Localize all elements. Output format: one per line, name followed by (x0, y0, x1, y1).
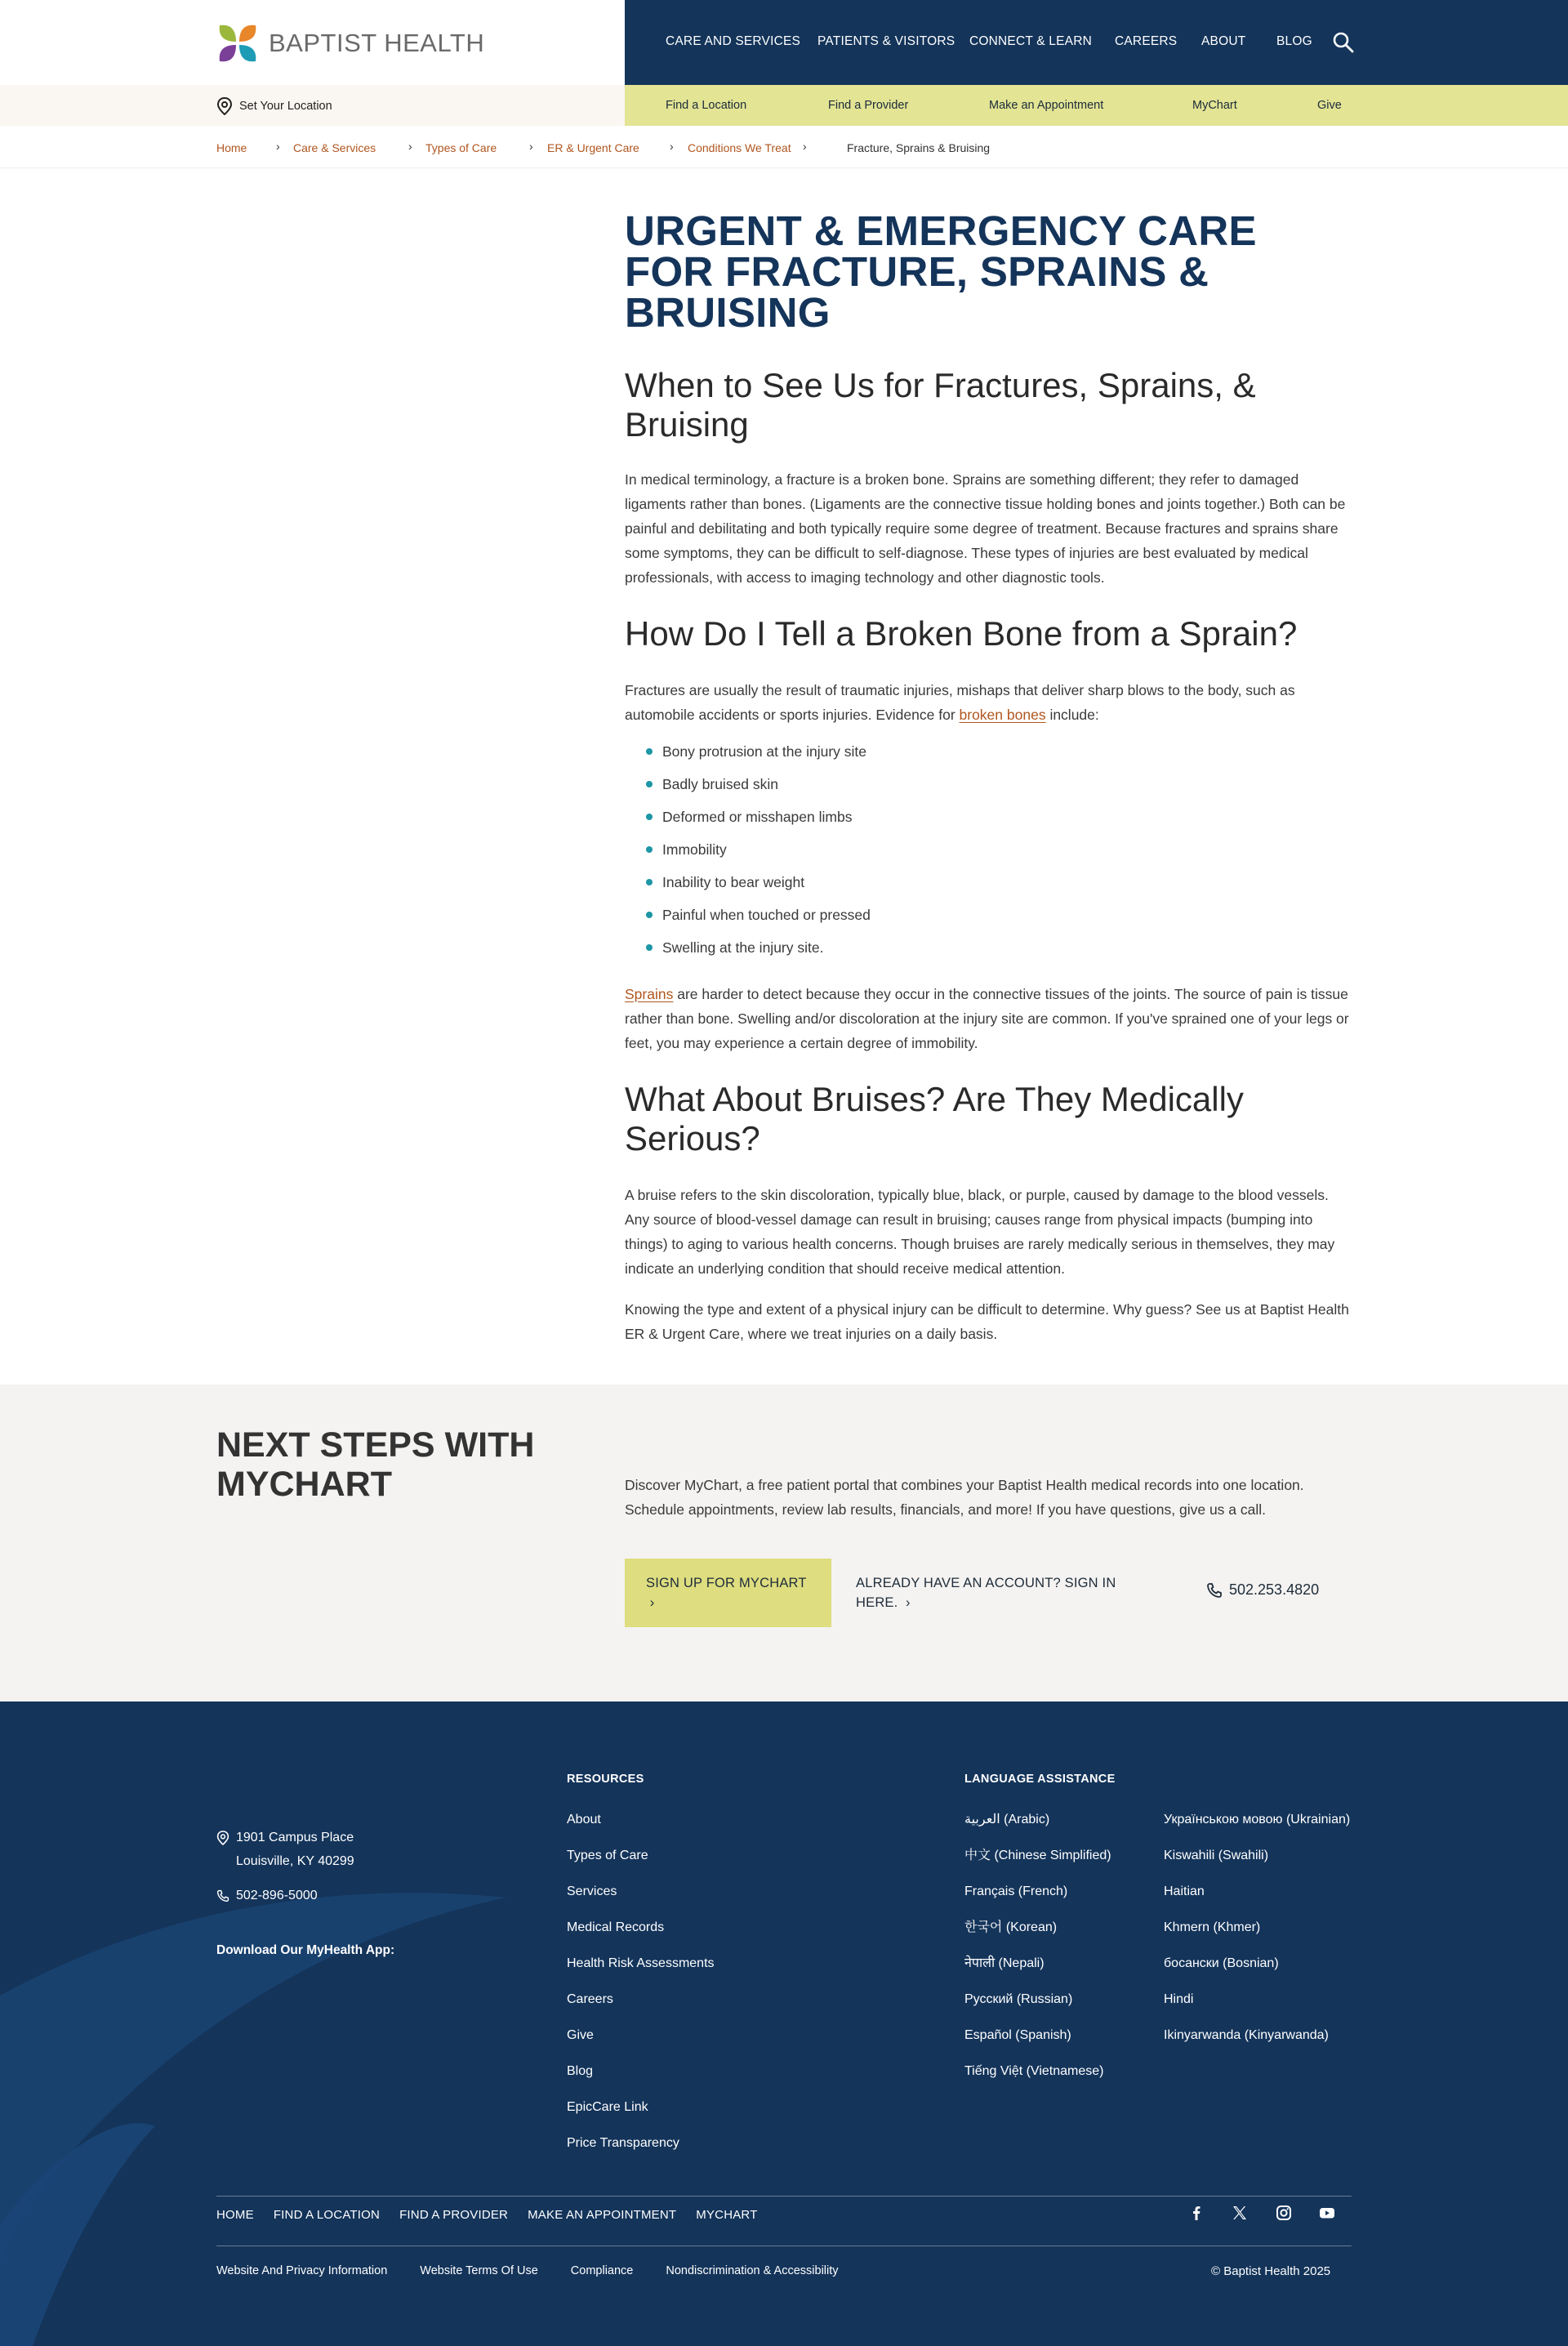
bullet-dot-icon (646, 781, 653, 787)
nav-blog[interactable]: BLOG (1276, 34, 1312, 48)
util-find-provider[interactable]: Find a Provider (828, 99, 909, 112)
footer-bottom-nav (216, 2208, 758, 2222)
nav-connect-learn[interactable]: CONNECT & LEARN (969, 34, 1092, 48)
youtube-icon[interactable] (1317, 2203, 1337, 2223)
nav-care-and-services[interactable]: CARE AND SERVICES (666, 34, 801, 48)
symptom-list (625, 735, 1353, 964)
list-item: Inability to bear weight (625, 866, 1353, 899)
address-line2: Louisville, KY 40299 (236, 1854, 354, 1868)
util-find-location[interactable]: Find a Location (666, 99, 747, 112)
sprains-link[interactable]: Sprains (625, 986, 674, 1002)
section-paragraph: Fractures are usually the result of traumatic injuries, mishaps that deliver sharp blows to the body, such as automobile accidents or sports injuries. Evidence for broken bones include: (625, 682, 1295, 723)
legal-links (216, 2264, 839, 2277)
breadcrumb-types-of-care[interactable]: Types of Care (425, 141, 497, 154)
site-header (0, 0, 1568, 154)
next-steps-section (0, 1385, 1568, 1702)
list-item: Painful when touched or pressed (625, 899, 1353, 931)
baptist-health-logo[interactable] (216, 22, 484, 65)
breadcrumb-conditions[interactable]: Conditions We Treat (688, 141, 791, 154)
language-russian[interactable]: Русский (Russian) (964, 1992, 1073, 2006)
language-swahili[interactable]: Kiswahili (Swahili) (1164, 1849, 1269, 1862)
signup-mychart-button[interactable]: SIGN UP FOR MYCHART › (625, 1559, 831, 1627)
footer-link-epiccare[interactable]: EpicCare Link (567, 2100, 648, 2114)
footer-divider (216, 2196, 1352, 2197)
footer-link-medical-records[interactable]: Medical Records (567, 1920, 665, 1934)
chevron-right-icon: › (646, 1595, 655, 1610)
language-chinese[interactable]: 中文 (Chinese Simplified) (964, 1849, 1111, 1862)
footer-link-blog[interactable]: Blog (567, 2064, 594, 2078)
next-steps-text: Discover MyChart, a free patient portal that combines your Baptist Health medical records into one location. Schedule appointments, review lab results, financials, and more! If you have questions, give us a call. (625, 1477, 1304, 1518)
language-hindi[interactable]: Hindi (1164, 1992, 1194, 2006)
legal-nondiscrimination[interactable]: Nondiscrimination & Accessibility (666, 2264, 839, 2277)
bullet-dot-icon (646, 912, 653, 918)
footer-phone[interactable]: 502-896-5000 (216, 1889, 318, 1903)
bullet-dot-icon (646, 846, 653, 853)
language-spanish[interactable]: Español (Spanish) (964, 2028, 1071, 2042)
address-line1: 1901 Campus Place (236, 1831, 354, 1844)
next-steps-title: NEXT STEPS WITH MYCHART (216, 1425, 535, 1504)
main-nav (625, 0, 1568, 85)
bullet-dot-icon (646, 814, 653, 820)
nav-careers[interactable]: CAREERS (1115, 34, 1178, 48)
section-paragraph: Sprains are harder to detect because they occur in the connective tissues of the joints. The source of pain is tissue rather than bone. Swelling and/or discoloration at the injury site are common. If you've sprained one of your legs or feet, you may experience a certain degree of immobility. (625, 986, 1349, 1051)
util-make-appointment[interactable]: Make an Appointment (989, 99, 1104, 112)
language-khmer[interactable]: Khmern (Khmer) (1164, 1920, 1261, 1934)
footer-nav-find-provider[interactable]: FIND A PROVIDER (399, 2208, 509, 2222)
section-heading-how: How Do I Tell a Broken Bone from a Sprain? (625, 614, 1298, 653)
logo-text: BAPTIST HEALTH (269, 29, 485, 57)
footer-link-about[interactable]: About (567, 1813, 601, 1826)
legal-privacy[interactable]: Website And Privacy Information (216, 2264, 388, 2277)
list-item: Bony protrusion at the injury site (625, 735, 1353, 768)
section-paragraph: Knowing the type and extent of a physical injury can be difficult to determine. Why guess? See us at Baptist Health ER & Urgent Care, where we treat injuries on a daily basis. (625, 1301, 1349, 1342)
language-ukrainian[interactable]: Українською мовою (Ukrainian) (1164, 1813, 1351, 1826)
page-title: URGENT & EMERGENCY CARE FOR FRACTURE, SPRAINS & BRUISING (625, 207, 1257, 336)
language-haitian[interactable]: Haitian (1164, 1884, 1205, 1898)
flower-logo-icon (216, 22, 259, 65)
map-pin-icon (216, 1831, 229, 1845)
bullet-dot-icon (646, 944, 653, 951)
map-pin-icon (216, 97, 233, 115)
breadcrumb-home[interactable]: Home (216, 141, 247, 154)
site-footer (0, 1702, 1568, 2346)
chevron-right-icon: › (276, 140, 280, 153)
chevron-right-icon: › (529, 140, 533, 153)
nav-about[interactable]: ABOUT (1201, 34, 1246, 48)
location-bar (0, 85, 625, 126)
instagram-icon[interactable] (1274, 2203, 1294, 2223)
footer-nav-mychart[interactable]: MYCHART (696, 2208, 758, 2222)
language-arabic[interactable]: العربية (Arabic) (964, 1813, 1050, 1826)
set-location-button[interactable] (216, 97, 332, 115)
resources-title: RESOURCES (567, 1773, 644, 1786)
breadcrumb (0, 126, 1568, 168)
section-heading-when: When to See Us for Fractures, Sprains, & Bruising (625, 366, 1256, 444)
chevron-right-icon: › (670, 140, 674, 153)
mychart-phone-link[interactable]: 502.253.4820 (1206, 1581, 1319, 1599)
set-location-label: Set Your Location (239, 100, 332, 113)
language-kinyarwanda[interactable]: Ikinyarwanda (Kinyarwanda) (1164, 2028, 1329, 2042)
footer-link-health-risk[interactable]: Health Risk Assessments (567, 1956, 715, 1970)
footer-address (216, 1826, 354, 1873)
language-korean[interactable]: 한국어 (Korean) (964, 1920, 1058, 1934)
footer-nav-home[interactable]: HOME (216, 2208, 254, 2222)
app-download-label: Download Our MyHealth App: (216, 1943, 395, 1957)
breadcrumb-care-services[interactable]: Care & Services (293, 141, 376, 154)
util-mychart[interactable]: MyChart (1192, 99, 1237, 112)
section-paragraph: In medical terminology, a fracture is a broken bone. Sprains are something different; they refer to damaged ligaments rather than bones. (Ligaments are the connective tissue holding bones and joints together.) Both can be painful and debilitating and both typically require some degree of treatment. Because fractures and sprains share some symptoms, they can be difficult to self-diagnose. These types of injuries are best evaluated by medical professionals, with access to imaging technology and other diagnostic tools. (625, 471, 1346, 586)
breadcrumb-er-urgent-care[interactable]: ER & Urgent Care (547, 141, 639, 154)
resources-list (567, 1802, 715, 2161)
footer-link-services[interactable]: Services (567, 1884, 617, 1898)
section-heading-bruises: What About Bruises? Are They Medically Serious? (625, 1080, 1244, 1157)
x-icon[interactable] (1230, 2203, 1250, 2223)
bullet-dot-icon (646, 879, 653, 885)
signin-mychart-link[interactable]: ALREADY HAVE AN ACCOUNT? SIGN IN HERE. › (856, 1576, 1116, 1610)
language-title: LANGUAGE ASSISTANCE (964, 1773, 1116, 1786)
util-give[interactable]: Give (1317, 99, 1342, 112)
language-nepali[interactable]: नेपाली (Nepali) (964, 1956, 1045, 1970)
section-paragraph: A bruise refers to the skin discoloration, typically blue, black, or purple, caused by damage to the blood vessels. Any source of blood-vessel damage can result in bruising; causes range from physical impacts (bumping into things) to aging to various health concerns. Though bruises are rarely medically serious in themselves, they may indicate an underlying condition that should receive medical attention. (625, 1187, 1335, 1277)
logo-area (0, 0, 625, 85)
footer-link-give[interactable]: Give (567, 2028, 594, 2042)
legal-compliance[interactable]: Compliance (570, 2264, 634, 2277)
search-icon[interactable] (1332, 31, 1355, 54)
footer-link-careers[interactable]: Careers (567, 1992, 613, 2006)
language-bosnian[interactable]: босански (Bosnian) (1164, 1956, 1279, 1970)
language-list-2 (1164, 1802, 1350, 2054)
chevron-right-icon: › (803, 140, 807, 153)
footer-nav-find-location[interactable]: FIND A LOCATION (273, 2208, 381, 2222)
chevron-right-icon: › (902, 1595, 911, 1610)
footer-link-types-of-care[interactable]: Types of Care (567, 1849, 648, 1862)
copyright: © Baptist Health 2025 (1211, 2264, 1331, 2278)
list-item: Immobility (625, 833, 1353, 866)
chevron-right-icon: › (408, 140, 412, 153)
article (625, 207, 1353, 1346)
footer-link-price-transparency[interactable]: Price Transparency (567, 2136, 679, 2150)
phone-icon (216, 1889, 229, 1902)
language-french[interactable]: Français (French) (964, 1884, 1068, 1898)
nav-patients-visitors[interactable]: PATIENTS & VISITORS (817, 34, 956, 48)
bullet-dot-icon (646, 748, 653, 755)
language-list-1 (964, 1802, 1111, 2090)
list-item: Swelling at the injury site. (625, 931, 1353, 964)
phone-icon (1206, 1582, 1223, 1599)
footer-nav-make-appointment[interactable]: MAKE AN APPOINTMENT (528, 2208, 677, 2222)
legal-terms[interactable]: Website Terms Of Use (420, 2264, 538, 2277)
utility-bar (625, 85, 1568, 126)
list-item: Badly bruised skin (625, 768, 1353, 801)
breadcrumb-current: Fracture, Sprains & Bruising (847, 141, 991, 154)
language-vietnamese[interactable]: Tiếng Việt (Vietnamese) (964, 2064, 1104, 2078)
broken-bones-link[interactable]: broken bones (959, 707, 1046, 723)
list-item: Deformed or misshapen limbs (625, 801, 1353, 833)
facebook-icon[interactable] (1187, 2203, 1206, 2223)
